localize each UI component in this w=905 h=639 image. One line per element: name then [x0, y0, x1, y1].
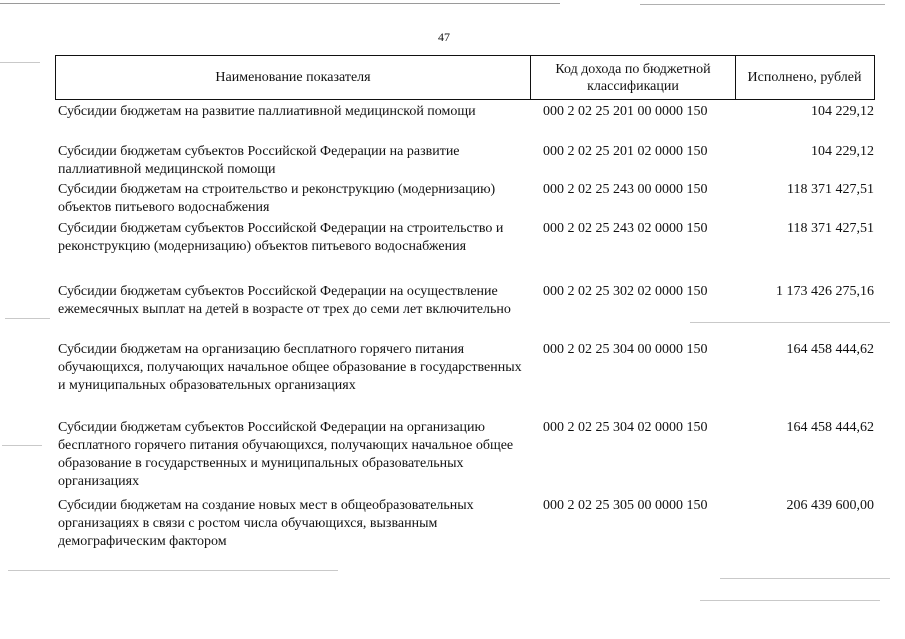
- row-name: Субсидии бюджетам субъектов Российской Федерации на развитие паллиативной медицинской помощи: [58, 144, 460, 177]
- row-code: 000 2 02 25 304 02 0000 150: [543, 420, 708, 435]
- scan-noise: [690, 322, 890, 323]
- row-amount: 104 229,12: [811, 144, 874, 159]
- scan-noise: [0, 62, 40, 63]
- header-code: Код дохода по бюджетной классификации: [531, 56, 736, 99]
- row-amount: 164 458 444,62: [786, 342, 874, 357]
- row-name: Субсидии бюджетам субъектов Российской Федерации на организацию бесплатного горячего питания обучающихся, получающих начальное общее образование в государственных и муниципальных образовательных организациях: [58, 420, 514, 489]
- row-amount: 206 439 600,00: [786, 498, 874, 513]
- row-code: 000 2 02 25 243 00 0000 150: [543, 182, 708, 197]
- row-name: Субсидии бюджетам на развитие паллиативной медицинской помощи: [58, 104, 476, 119]
- row-code: 000 2 02 25 302 02 0000 150: [543, 284, 708, 299]
- row-amount: 118 371 427,51: [787, 182, 874, 197]
- row-name: Субсидии бюджетам на строительство и реконструкцию (модернизацию) объектов питьевого водоснабжения: [58, 182, 496, 215]
- row-amount: 118 371 427,51: [787, 221, 874, 236]
- row-name: Субсидии бюджетам субъектов Российской Федерации на осуществление ежемесячных выплат на детей в возрасте от трех до семи лет включительно: [58, 284, 511, 317]
- row-code: 000 2 02 25 243 02 0000 150: [543, 221, 708, 236]
- row-amount: 1 173 426 275,16: [776, 284, 874, 299]
- header-amount: Исполнено, рублей: [747, 70, 862, 85]
- row-amount: 164 458 444,62: [786, 420, 874, 435]
- page-number: 47: [438, 30, 450, 44]
- row-name: Субсидии бюджетам на создание новых мест в общеобразовательных организациях в связи с ростом числа обучающихся, вызванным демографическим фактором: [58, 498, 474, 549]
- scan-noise: [2, 445, 42, 446]
- scan-noise: [720, 578, 890, 579]
- header-name: Наименование показателя: [56, 56, 531, 99]
- scan-noise: [8, 570, 338, 571]
- scan-noise: [5, 318, 50, 319]
- scan-noise: [700, 600, 880, 601]
- row-amount: 104 229,12: [811, 104, 874, 119]
- row-name: Субсидии бюджетам на организацию бесплатного горячего питания обучающихся, получающих начальное общее образование в государственных и муниципальных образовательных организациях: [58, 342, 522, 393]
- table-header: [55, 55, 875, 100]
- top-edge-line: [0, 3, 560, 4]
- row-name: Субсидии бюджетам субъектов Российской Федерации на строительство и реконструкцию (модернизацию) объектов питьевого водоснабжения: [58, 221, 504, 254]
- top-edge-line-right: [640, 4, 885, 5]
- row-code: 000 2 02 25 201 00 0000 150: [543, 104, 708, 119]
- row-code: 000 2 02 25 305 00 0000 150: [543, 498, 708, 513]
- row-code: 000 2 02 25 304 00 0000 150: [543, 342, 708, 357]
- row-code: 000 2 02 25 201 02 0000 150: [543, 144, 708, 159]
